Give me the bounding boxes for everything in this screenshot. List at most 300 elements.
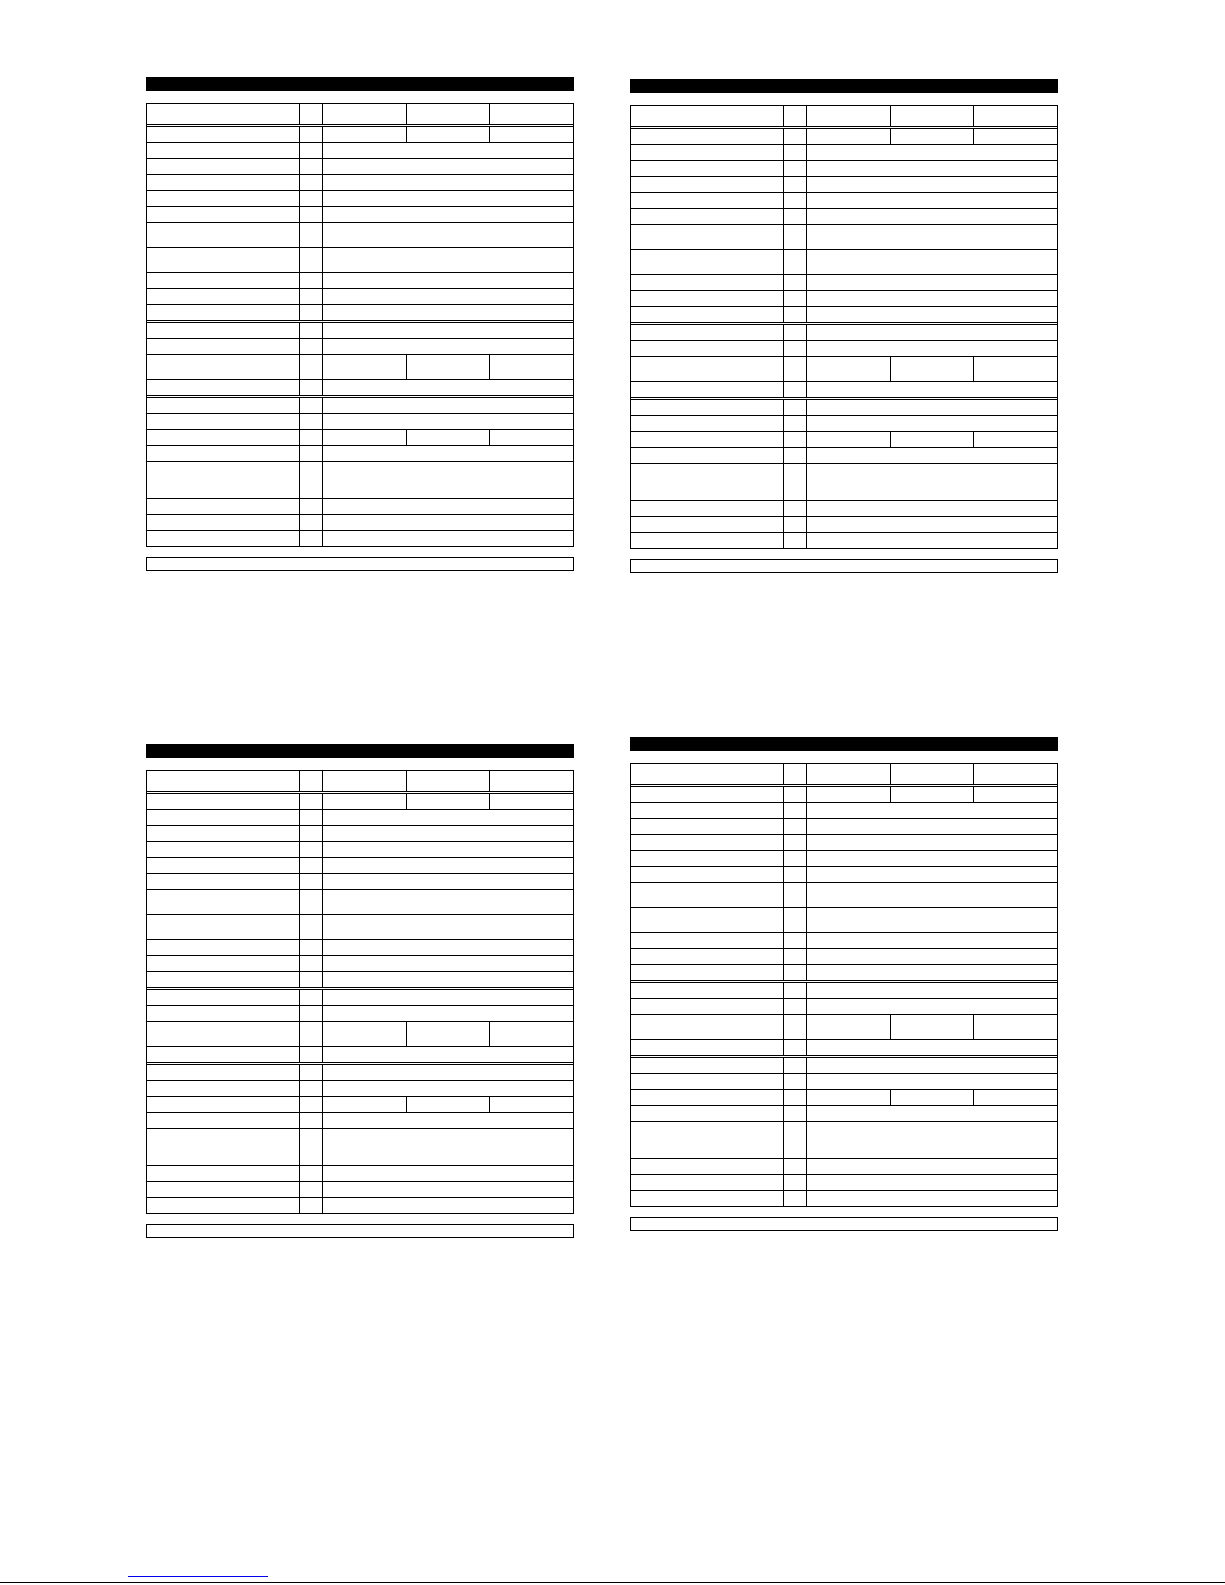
row-label-cell xyxy=(147,446,300,462)
value-cell xyxy=(807,1040,1058,1056)
row-label-cell xyxy=(147,1198,300,1214)
value-cell xyxy=(323,380,574,396)
row-label-cell xyxy=(147,1065,300,1081)
row-label-cell xyxy=(631,1015,784,1040)
row-key-cell xyxy=(300,890,323,915)
table-row xyxy=(147,874,574,890)
value-cell xyxy=(807,161,1058,177)
row-key-cell xyxy=(784,819,807,835)
value-cell xyxy=(807,291,1058,307)
value-cell-2 xyxy=(406,794,490,810)
table-row xyxy=(147,810,574,826)
value-cell xyxy=(323,1006,574,1022)
value-cell-3 xyxy=(974,764,1058,785)
row-label-cell xyxy=(147,380,300,396)
value-cell xyxy=(323,289,574,305)
table-row xyxy=(631,225,1058,250)
table-row xyxy=(631,341,1058,357)
value-cell-3 xyxy=(490,104,574,125)
row-label-cell xyxy=(147,915,300,940)
table-row xyxy=(147,430,574,446)
value-cell-1 xyxy=(323,127,407,143)
row-label-cell xyxy=(147,1129,300,1166)
value-cell xyxy=(323,223,574,248)
value-cell xyxy=(807,883,1058,908)
value-cell xyxy=(807,464,1058,501)
row-key-cell xyxy=(300,207,323,223)
row-key-cell xyxy=(300,1113,323,1129)
value-cell xyxy=(807,448,1058,464)
row-label-cell xyxy=(631,835,784,851)
value-cell-1 xyxy=(323,104,407,125)
table-row xyxy=(147,414,574,430)
value-cell xyxy=(323,207,574,223)
row-label-cell xyxy=(147,127,300,143)
value-cell xyxy=(323,414,574,430)
row-key-cell xyxy=(300,826,323,842)
table-row xyxy=(147,143,574,159)
row-key-cell xyxy=(784,1175,807,1191)
row-key-cell xyxy=(784,787,807,803)
footer-note-box xyxy=(146,557,574,571)
row-key-cell xyxy=(300,810,323,826)
value-cell xyxy=(323,890,574,915)
value-cell xyxy=(323,446,574,462)
table-row xyxy=(631,250,1058,275)
table-row xyxy=(631,983,1058,999)
value-cell xyxy=(323,1047,574,1063)
table-row xyxy=(147,1166,574,1182)
row-key-cell xyxy=(784,275,807,291)
row-label-cell xyxy=(631,400,784,416)
row-label-cell xyxy=(631,129,784,145)
table-row xyxy=(631,764,1058,785)
row-key-cell xyxy=(300,248,323,273)
value-cell xyxy=(323,915,574,940)
panel-top-right xyxy=(630,79,1058,573)
value-cell xyxy=(807,999,1058,1015)
row-key-cell xyxy=(784,193,807,209)
table-row xyxy=(631,965,1058,981)
form-table xyxy=(630,763,1058,1207)
row-label-cell xyxy=(631,341,784,357)
footer-link[interactable] xyxy=(128,1575,268,1577)
row-label-cell xyxy=(147,104,300,125)
row-key-cell xyxy=(784,1074,807,1090)
row-key-cell xyxy=(784,1058,807,1074)
row-label-cell xyxy=(631,250,784,275)
table-row xyxy=(631,291,1058,307)
value-cell xyxy=(807,225,1058,250)
table-row xyxy=(631,432,1058,448)
table-row xyxy=(147,972,574,988)
row-key-cell xyxy=(300,104,323,125)
row-label-cell xyxy=(147,826,300,842)
value-cell-2 xyxy=(406,355,490,380)
row-label-cell xyxy=(147,430,300,446)
row-label-cell xyxy=(631,161,784,177)
value-cell xyxy=(807,933,1058,949)
row-key-cell xyxy=(300,127,323,143)
value-cell xyxy=(807,533,1058,549)
row-key-cell xyxy=(784,382,807,398)
table-row xyxy=(631,1074,1058,1090)
table-row xyxy=(147,398,574,414)
row-label-cell xyxy=(147,175,300,191)
value-cell xyxy=(807,819,1058,835)
value-cell xyxy=(323,842,574,858)
value-cell-1 xyxy=(807,764,891,785)
row-label-cell xyxy=(147,414,300,430)
row-key-cell xyxy=(300,289,323,305)
row-key-cell xyxy=(784,851,807,867)
row-key-cell xyxy=(784,908,807,933)
value-cell xyxy=(807,965,1058,981)
value-cell xyxy=(323,1166,574,1182)
row-label-cell xyxy=(147,810,300,826)
row-label-cell xyxy=(147,874,300,890)
row-key-cell xyxy=(300,398,323,414)
value-cell-1 xyxy=(323,430,407,446)
row-key-cell xyxy=(300,1182,323,1198)
row-label-cell xyxy=(631,1191,784,1207)
row-key-cell xyxy=(300,515,323,531)
table-row xyxy=(631,787,1058,803)
value-cell xyxy=(807,803,1058,819)
table-row xyxy=(631,1175,1058,1191)
value-cell xyxy=(323,273,574,289)
value-cell xyxy=(323,1129,574,1166)
value-cell xyxy=(807,382,1058,398)
row-key-cell xyxy=(784,225,807,250)
row-key-cell xyxy=(784,357,807,382)
row-label-cell xyxy=(147,248,300,273)
row-label-cell xyxy=(631,965,784,981)
value-cell xyxy=(807,1106,1058,1122)
value-cell-1 xyxy=(323,1097,407,1113)
table-row xyxy=(631,1090,1058,1106)
value-cell-1 xyxy=(807,129,891,145)
row-label-cell xyxy=(147,339,300,355)
row-key-cell xyxy=(300,842,323,858)
row-label-cell xyxy=(147,1097,300,1113)
row-key-cell xyxy=(784,1191,807,1207)
row-key-cell xyxy=(300,940,323,956)
table-row xyxy=(147,104,574,125)
row-key-cell xyxy=(784,1015,807,1040)
row-key-cell xyxy=(300,1198,323,1214)
row-label-cell xyxy=(631,1090,784,1106)
row-label-cell xyxy=(147,223,300,248)
row-key-cell xyxy=(300,499,323,515)
row-label-cell xyxy=(631,325,784,341)
row-key-cell xyxy=(300,414,323,430)
form-table xyxy=(146,103,574,547)
value-cell-1 xyxy=(807,432,891,448)
row-label-cell xyxy=(631,764,784,785)
value-cell xyxy=(323,990,574,1006)
row-label-cell xyxy=(631,803,784,819)
table-row xyxy=(147,990,574,1006)
value-cell-1 xyxy=(323,794,407,810)
table-row xyxy=(631,357,1058,382)
row-label-cell xyxy=(147,1182,300,1198)
row-label-cell xyxy=(147,273,300,289)
table-row xyxy=(631,883,1058,908)
row-key-cell xyxy=(300,990,323,1006)
value-cell-3 xyxy=(974,1090,1058,1106)
row-label-cell xyxy=(147,890,300,915)
footer-note-box xyxy=(630,1217,1058,1231)
value-cell xyxy=(807,400,1058,416)
row-key-cell xyxy=(784,1106,807,1122)
table-row xyxy=(147,223,574,248)
value-cell-2 xyxy=(890,106,974,127)
row-label-cell xyxy=(631,819,784,835)
row-key-cell xyxy=(784,106,807,127)
value-cell xyxy=(323,462,574,499)
row-key-cell xyxy=(300,191,323,207)
row-label-cell xyxy=(147,1081,300,1097)
row-label-cell xyxy=(147,531,300,547)
row-key-cell xyxy=(300,771,323,792)
row-key-cell xyxy=(784,1122,807,1159)
table-row xyxy=(631,275,1058,291)
value-cell xyxy=(323,956,574,972)
row-key-cell xyxy=(300,159,323,175)
row-key-cell xyxy=(300,972,323,988)
table-row xyxy=(631,803,1058,819)
row-key-cell xyxy=(784,341,807,357)
table-row xyxy=(147,1113,574,1129)
row-label-cell xyxy=(147,159,300,175)
table-row xyxy=(631,533,1058,549)
row-label-cell xyxy=(631,145,784,161)
row-label-cell xyxy=(631,1159,784,1175)
value-cell-1 xyxy=(323,355,407,380)
row-label-cell xyxy=(147,289,300,305)
row-label-cell xyxy=(147,972,300,988)
row-label-cell xyxy=(631,908,784,933)
row-label-cell xyxy=(147,1006,300,1022)
row-key-cell xyxy=(784,400,807,416)
value-cell-2 xyxy=(406,127,490,143)
row-label-cell xyxy=(147,1113,300,1129)
row-label-cell xyxy=(147,1047,300,1063)
row-label-cell xyxy=(631,933,784,949)
row-label-cell xyxy=(631,1040,784,1056)
row-label-cell xyxy=(631,949,784,965)
table-row xyxy=(147,273,574,289)
row-label-cell xyxy=(631,1175,784,1191)
table-row xyxy=(147,915,574,940)
footer-note-box xyxy=(630,559,1058,573)
table-row xyxy=(147,159,574,175)
value-cell xyxy=(807,1191,1058,1207)
row-key-cell xyxy=(300,1065,323,1081)
value-cell xyxy=(323,305,574,321)
row-label-cell xyxy=(147,956,300,972)
table-row xyxy=(631,193,1058,209)
value-cell xyxy=(323,339,574,355)
table-row xyxy=(147,175,574,191)
table-row xyxy=(147,1022,574,1047)
table-row xyxy=(631,448,1058,464)
value-cell xyxy=(323,1198,574,1214)
value-cell-3 xyxy=(974,106,1058,127)
value-cell-1 xyxy=(323,1022,407,1047)
row-label-cell xyxy=(631,1058,784,1074)
value-cell xyxy=(323,874,574,890)
row-key-cell xyxy=(300,143,323,159)
value-cell-1 xyxy=(807,357,891,382)
row-label-cell xyxy=(147,305,300,321)
row-label-cell xyxy=(147,940,300,956)
row-key-cell xyxy=(300,1081,323,1097)
row-key-cell xyxy=(784,307,807,323)
value-cell-2 xyxy=(890,1090,974,1106)
value-cell xyxy=(323,826,574,842)
row-key-cell xyxy=(784,1040,807,1056)
row-key-cell xyxy=(300,794,323,810)
value-cell xyxy=(323,810,574,826)
row-key-cell xyxy=(784,145,807,161)
value-cell xyxy=(807,193,1058,209)
table-row xyxy=(631,400,1058,416)
row-key-cell xyxy=(784,883,807,908)
row-label-cell xyxy=(147,1166,300,1182)
row-key-cell xyxy=(784,933,807,949)
table-row xyxy=(147,531,574,547)
row-key-cell xyxy=(784,250,807,275)
table-row xyxy=(147,1047,574,1063)
value-cell xyxy=(807,1159,1058,1175)
value-cell xyxy=(807,835,1058,851)
table-row xyxy=(147,1006,574,1022)
row-key-cell xyxy=(300,956,323,972)
value-cell xyxy=(807,949,1058,965)
row-label-cell xyxy=(147,842,300,858)
row-key-cell xyxy=(300,305,323,321)
value-cell xyxy=(323,858,574,874)
table-row xyxy=(147,842,574,858)
value-cell-1 xyxy=(323,771,407,792)
table-row xyxy=(631,209,1058,225)
table-row xyxy=(147,771,574,792)
value-cell-3 xyxy=(974,357,1058,382)
value-cell-2 xyxy=(890,787,974,803)
value-cell-1 xyxy=(807,106,891,127)
value-cell-1 xyxy=(807,1015,891,1040)
row-key-cell xyxy=(784,291,807,307)
table-row xyxy=(147,305,574,321)
table-row xyxy=(147,794,574,810)
row-label-cell xyxy=(631,851,784,867)
table-row xyxy=(147,1065,574,1081)
row-label-cell xyxy=(147,355,300,380)
table-row xyxy=(147,127,574,143)
form-table xyxy=(146,770,574,1214)
value-cell xyxy=(807,250,1058,275)
table-row xyxy=(631,1058,1058,1074)
row-label-cell xyxy=(631,106,784,127)
value-cell-1 xyxy=(807,1090,891,1106)
row-key-cell xyxy=(784,999,807,1015)
table-row xyxy=(631,307,1058,323)
value-cell xyxy=(807,209,1058,225)
value-cell-3 xyxy=(974,787,1058,803)
section-banner xyxy=(146,77,574,91)
table-row xyxy=(631,949,1058,965)
value-cell-2 xyxy=(406,104,490,125)
table-row xyxy=(631,1122,1058,1159)
table-row xyxy=(147,1097,574,1113)
row-key-cell xyxy=(300,339,323,355)
row-label-cell xyxy=(147,515,300,531)
row-label-cell xyxy=(147,771,300,792)
row-key-cell xyxy=(784,835,807,851)
value-cell xyxy=(323,499,574,515)
table-row xyxy=(631,933,1058,949)
value-cell xyxy=(807,275,1058,291)
value-cell-3 xyxy=(490,1022,574,1047)
table-row xyxy=(631,325,1058,341)
row-label-cell xyxy=(147,398,300,414)
table-row xyxy=(147,515,574,531)
value-cell xyxy=(323,940,574,956)
section-banner xyxy=(630,79,1058,93)
row-key-cell xyxy=(784,416,807,432)
value-cell xyxy=(807,307,1058,323)
row-label-cell xyxy=(147,462,300,499)
table-row xyxy=(147,1081,574,1097)
value-cell xyxy=(323,531,574,547)
table-row xyxy=(631,106,1058,127)
value-cell xyxy=(323,398,574,414)
footer-note-box xyxy=(146,1224,574,1238)
row-key-cell xyxy=(300,874,323,890)
table-row xyxy=(631,851,1058,867)
table-row xyxy=(147,1129,574,1166)
row-key-cell xyxy=(300,1129,323,1166)
value-cell-2 xyxy=(406,771,490,792)
row-key-cell xyxy=(784,325,807,341)
value-cell-2 xyxy=(890,357,974,382)
value-cell xyxy=(807,1074,1058,1090)
value-cell xyxy=(323,323,574,339)
row-key-cell xyxy=(300,446,323,462)
page-bottom-rule xyxy=(0,1582,1225,1583)
row-label-cell xyxy=(631,1106,784,1122)
value-cell xyxy=(807,1122,1058,1159)
value-cell xyxy=(323,191,574,207)
table-row xyxy=(147,890,574,915)
value-cell xyxy=(807,851,1058,867)
row-key-cell xyxy=(300,1022,323,1047)
row-key-cell xyxy=(784,517,807,533)
table-row xyxy=(631,464,1058,501)
table-row xyxy=(147,462,574,499)
value-cell xyxy=(323,143,574,159)
value-cell xyxy=(807,1175,1058,1191)
value-cell xyxy=(323,159,574,175)
value-cell xyxy=(807,177,1058,193)
value-cell-2 xyxy=(406,1097,490,1113)
row-key-cell xyxy=(784,764,807,785)
row-key-cell xyxy=(300,1097,323,1113)
row-key-cell xyxy=(784,1159,807,1175)
table-row xyxy=(147,499,574,515)
